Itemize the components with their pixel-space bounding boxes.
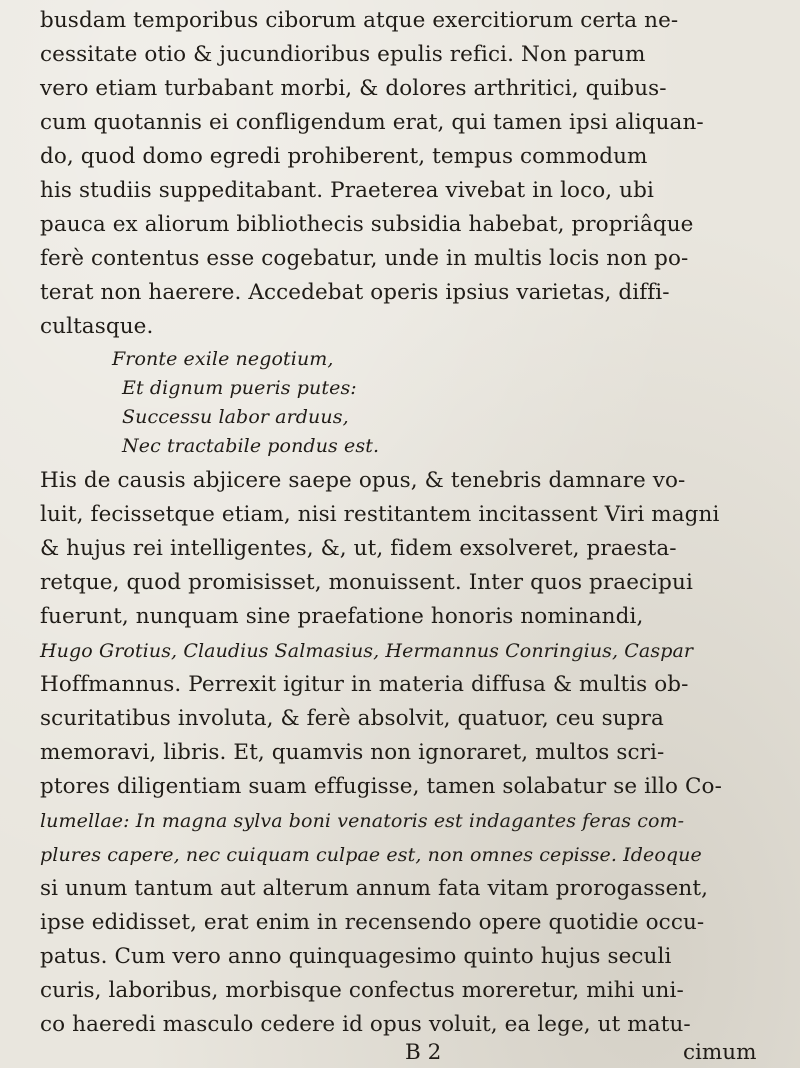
text-line: his studiis suppeditabant. Praeterea vivebat in loco, ubi — [40, 178, 654, 203]
text-line: curis, laboribus, morbisque confectus moreretur, mihi uni- — [40, 978, 684, 1003]
text-line-quote: lumellae: In magna sylva boni venatoris est indagantes feras com- — [40, 810, 685, 832]
text-line: co haeredi masculo cedere id opus voluit, ea lege, ut matu- — [40, 1012, 691, 1037]
text-line: si unum tantum aut alterum annum fata vitam prorogassent, — [40, 876, 709, 901]
text-line: luit, fecissetque etiam, nisi restitantem incitassent Viri magni — [40, 502, 720, 527]
text-line: cum quotannis ei confligendum erat, qui tamen ipsi aliquan- — [40, 110, 704, 135]
text-line: ipse edidisset, erat enim in recensendo opere quotidie occu- — [40, 910, 705, 935]
text-line: His de causis abjicere saepe opus, & tenebris damnare vo- — [40, 468, 686, 493]
verse-line: Fronte exile negotium, — [112, 348, 334, 370]
verse-line: Nec tractabile pondus est. — [122, 435, 380, 457]
text-line: vero etiam turbabant morbi, & dolores arthritici, quibus- — [40, 76, 667, 101]
text-line: terat non haerere. Accedebat operis ipsius varietas, diffi- — [40, 280, 670, 305]
text-line: Hoffmannus. Perrexit igitur in materia diffusa & multis ob- — [40, 672, 689, 697]
text-line-names: Hugo Grotius, Claudius Salmasius, Hermannus Conringius, Caspar — [40, 640, 694, 662]
signature-mark: B 2 — [405, 1040, 442, 1065]
text-line: patus. Cum vero anno quinquagesimo quinto hujus seculi — [40, 944, 672, 969]
text-line: ferè contentus esse cogebatur, unde in multis locis non po- — [40, 246, 689, 271]
text-line: busdam temporibus ciborum atque exercitiorum certa ne- — [40, 8, 679, 33]
text-line: pauca ex aliorum bibliothecis subsidia habebat, propriâque — [40, 212, 694, 237]
text-line: retque, quod promisisset, monuissent. Inter quos praecipui — [40, 570, 693, 595]
text-line: fuerunt, nunquam sine praefatione honoris nominandi, — [40, 604, 644, 629]
text-line-quote: plures capere, nec cuiquam culpae est, non omnes cepisse. Ideoque — [40, 844, 702, 866]
catchword: cimum — [683, 1040, 757, 1065]
verse-line: Successu labor arduus, — [122, 406, 349, 428]
text-line: do, quod domo egredi prohiberent, tempus commodum — [40, 144, 648, 169]
text-line: cessitate otio & jucundioribus epulis refici. Non parum — [40, 42, 646, 67]
verse-line: Et dignum pueris putes: — [122, 377, 357, 399]
text-line: memoravi, libris. Et, quamvis non ignoraret, multos scri- — [40, 740, 665, 765]
text-line: ptores diligentiam suam effugisse, tamen solabatur se illo Co- — [40, 774, 722, 799]
text-line: scuritatibus involuta, & ferè absolvit, quatuor, ceu supra — [40, 706, 664, 731]
text-line: cultasque. — [40, 314, 154, 339]
text-line: & hujus rei intelligentes, &, ut, fidem exsolveret, praesta- — [40, 536, 677, 561]
